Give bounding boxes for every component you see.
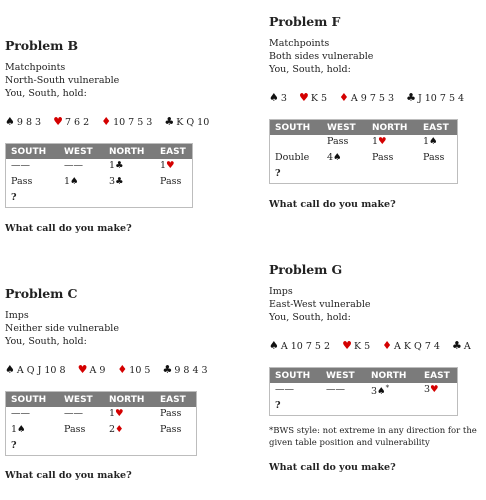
auction-table <box>269 119 458 184</box>
heart-icon: ♥ <box>166 160 175 171</box>
diamonds-holding: ♦ A 9 7 5 3 <box>339 91 395 104</box>
clubs-holding: ♣ A <box>451 339 471 352</box>
scoring: Matchpoints <box>269 38 330 49</box>
auction-cell <box>366 399 419 416</box>
problem-b <box>5 38 230 234</box>
hold-prompt: You, South, hold: <box>5 88 87 99</box>
auction-row <box>6 191 193 208</box>
club-icon: ♣ <box>451 339 462 352</box>
club-icon: ♣ <box>164 115 175 128</box>
auction-cell: 3♣ <box>109 176 124 187</box>
heart-icon: ♥ <box>115 408 124 419</box>
club-icon: ♣ <box>162 363 173 376</box>
header-south: SOUTH <box>6 392 60 408</box>
header-west: WEST <box>321 368 366 384</box>
vulnerability: Both sides vulnerable <box>269 51 374 62</box>
heart-icon: ♥ <box>378 136 387 147</box>
auction-cell: 1♥ <box>109 408 124 419</box>
auction-table <box>269 367 458 416</box>
scoring: Imps <box>269 286 293 297</box>
auction-cell: —— <box>275 384 294 395</box>
problem-f <box>269 14 486 210</box>
hearts-holding: ♥ K 5 <box>298 91 327 104</box>
header-east: EAST <box>155 144 193 160</box>
spades-holding: ♠ A 10 7 5 2 <box>269 339 331 352</box>
auction-cell <box>322 167 367 184</box>
question: What call do you make? <box>269 462 396 473</box>
hearts-holding: ♥ 7 6 2 <box>53 115 90 128</box>
auction-cell <box>270 135 323 151</box>
header-west: WEST <box>59 392 104 408</box>
diamond-icon: ♦ <box>339 91 349 104</box>
auction-cell <box>418 167 458 184</box>
diamonds-holding: ♦ A K Q 7 4 <box>382 339 440 352</box>
problem-title: Problem C <box>5 286 78 301</box>
header-east: EAST <box>419 368 458 384</box>
header-north: NORTH <box>104 392 155 408</box>
club-icon: ♣ <box>115 160 124 171</box>
auction-cell: 1♠ <box>64 176 79 187</box>
auction-cell: —— <box>11 160 30 171</box>
problem-title: Problem G <box>269 262 343 277</box>
hold-prompt: You, South, hold: <box>269 64 351 75</box>
vulnerability: North-South vulnerable <box>5 75 120 86</box>
auction-cell: —— <box>11 408 30 419</box>
heart-icon: ♥ <box>342 339 352 352</box>
auction-header <box>6 144 193 160</box>
club-icon: ♣ <box>115 176 124 187</box>
auction-cell: Pass <box>423 152 445 163</box>
auction-cell: 2♦ <box>109 424 124 435</box>
auction-cell: 1♣ <box>109 160 124 171</box>
header-south: SOUTH <box>270 368 322 384</box>
auction-header <box>270 368 458 384</box>
spade-icon: ♠ <box>5 115 15 128</box>
problem-c <box>5 286 230 481</box>
heart-icon: ♥ <box>53 115 63 128</box>
problem-title: Problem B <box>5 38 79 53</box>
auction-cell: 1♥ <box>160 160 175 171</box>
diamonds-holding: ♦ 10 5 <box>117 363 151 376</box>
vulnerability: East-West vulnerable <box>269 299 371 310</box>
auction-cell <box>104 439 155 456</box>
auction-row <box>270 383 458 399</box>
scoring: Matchpoints <box>5 62 66 73</box>
header-east: EAST <box>155 392 197 408</box>
diamond-icon: ♦ <box>382 339 393 352</box>
auction-cell: ? <box>275 400 281 411</box>
spade-icon: ♠ <box>333 152 342 163</box>
header-west: WEST <box>59 144 104 160</box>
auction-row <box>6 407 197 423</box>
header-north: NORTH <box>104 144 155 160</box>
problem-g <box>269 262 481 473</box>
hold-prompt: You, South, hold: <box>5 336 87 347</box>
auction-row <box>270 167 458 184</box>
problem-title: Problem F <box>269 14 341 29</box>
auction-row <box>270 151 458 167</box>
spades-holding: ♠ A Q J 10 8 <box>5 363 66 376</box>
auction-cell: ? <box>11 192 17 203</box>
auction-cell: Double <box>275 152 310 163</box>
spade-icon: ♠ <box>429 136 438 147</box>
auction-cell: Pass <box>160 424 182 435</box>
auction-cell: —— <box>64 160 83 171</box>
auction-cell: Pass <box>64 424 86 435</box>
auction-cell: —— <box>326 384 345 395</box>
auction-header <box>6 392 197 408</box>
auction-cell <box>59 439 104 456</box>
auction-cell: 3♥ <box>424 384 439 395</box>
auction-row <box>6 423 197 439</box>
auction-cell <box>155 191 193 208</box>
header-north: NORTH <box>366 368 419 384</box>
auction-row <box>6 159 193 175</box>
diamond-icon: ♦ <box>117 363 128 376</box>
auction-cell: 3♠* <box>371 384 390 398</box>
clubs-holding: ♣ 9 8 4 3 <box>162 363 208 376</box>
auction-cell <box>104 191 155 208</box>
auction-cell: ? <box>11 440 17 451</box>
auction-cell: 1♠ <box>11 424 26 435</box>
header-east: EAST <box>418 120 458 136</box>
question: What call do you make? <box>5 223 132 234</box>
auction-cell <box>59 191 104 208</box>
spade-icon: ♠ <box>269 339 279 352</box>
auction-cell: ? <box>275 168 281 179</box>
hearts-holding: ♥ A 9 <box>77 363 106 376</box>
club-icon: ♣ <box>406 91 416 104</box>
auction-cell <box>155 439 197 456</box>
spade-icon: ♠ <box>377 386 386 398</box>
heart-icon: ♥ <box>430 384 439 395</box>
hand <box>269 339 481 352</box>
vulnerability: Neither side vulnerable <box>5 323 119 334</box>
spade-icon: ♠ <box>269 91 279 104</box>
auction-row <box>6 175 193 191</box>
diamonds-holding: ♦ 10 7 5 3 <box>101 115 153 128</box>
scoring: Imps <box>5 310 29 321</box>
auction-cell: Pass <box>160 408 182 419</box>
hold-prompt: You, South, hold: <box>269 312 351 323</box>
spade-icon: ♠ <box>5 363 15 376</box>
auction-cell: 1♥ <box>372 136 387 147</box>
auction-cell: Pass <box>327 136 349 147</box>
header-south: SOUTH <box>270 120 323 136</box>
auction-table <box>5 143 193 208</box>
footnote: *BWS style: not extreme in any direction for the given table position and vulnerability <box>269 426 477 448</box>
auction-cell: Pass <box>372 152 394 163</box>
header-south: SOUTH <box>6 144 60 160</box>
diamond-icon: ♦ <box>101 115 112 128</box>
spade-icon: ♠ <box>17 424 26 435</box>
auction-cell <box>321 399 366 416</box>
auction-row <box>6 439 197 456</box>
header-west: WEST <box>322 120 367 136</box>
spade-icon: ♠ <box>70 176 79 187</box>
auction-cell: Pass <box>11 176 33 187</box>
question: What call do you make? <box>5 470 132 481</box>
spades-holding: ♠ 3 <box>269 91 287 104</box>
heart-icon: ♥ <box>298 91 309 104</box>
hand <box>5 363 230 376</box>
auction-header <box>270 120 458 136</box>
auction-row <box>270 399 458 416</box>
hand <box>269 91 486 104</box>
hearts-holding: ♥ K 5 <box>342 339 371 352</box>
question: What call do you make? <box>269 199 396 210</box>
auction-cell: 4♠ <box>327 152 342 163</box>
hand <box>5 115 230 128</box>
spades-holding: ♠ 9 8 3 <box>5 115 42 128</box>
clubs-holding: ♣ K Q 10 <box>164 115 210 128</box>
auction-cell: 1♠ <box>423 136 438 147</box>
heart-icon: ♥ <box>77 363 88 376</box>
auction-cell <box>367 167 418 184</box>
auction-table <box>5 391 197 456</box>
auction-cell <box>419 399 458 416</box>
auction-cell: Pass <box>160 176 182 187</box>
header-north: NORTH <box>367 120 418 136</box>
diamond-icon: ♦ <box>115 424 124 435</box>
clubs-holding: ♣ J 10 7 5 4 <box>406 91 465 104</box>
auction-cell: —— <box>64 408 83 419</box>
auction-row <box>270 135 458 151</box>
